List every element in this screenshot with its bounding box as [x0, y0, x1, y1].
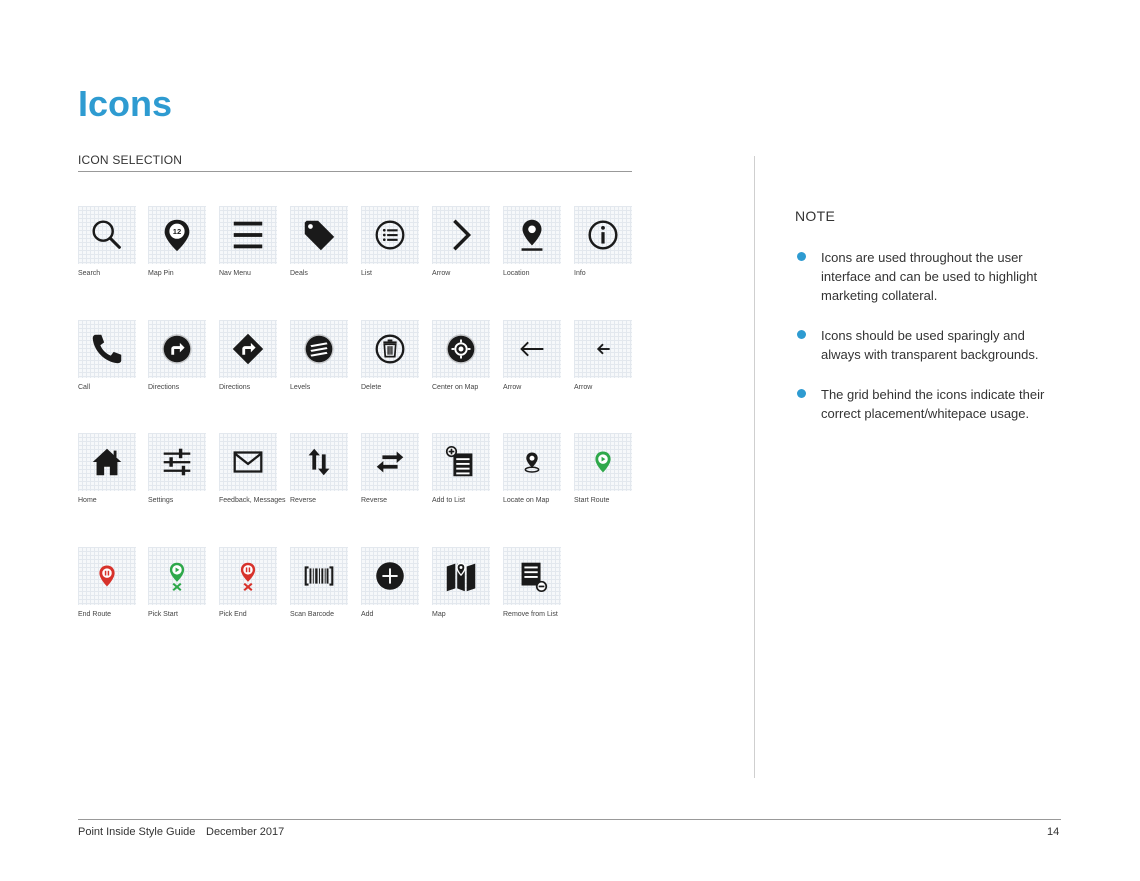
icon-caption: Map	[432, 611, 446, 618]
sliders-icon-tile	[148, 433, 206, 491]
icon-caption: Call	[78, 384, 91, 391]
home-icon-tile	[78, 433, 136, 491]
icon-caption: Remove from List	[503, 611, 558, 618]
reverse-vertical-icon-tile	[290, 433, 348, 491]
map-pin-icon-tile	[148, 206, 206, 264]
icon-caption: Arrow	[432, 270, 451, 277]
chevron-right-icon-tile	[432, 206, 490, 264]
search-icon-tile	[78, 206, 136, 264]
arrow-left-small-icon-tile	[574, 320, 632, 378]
footer-date: December 2017	[206, 826, 285, 838]
icon-caption: Pick End	[219, 611, 247, 618]
remove-from-list-icon-tile	[503, 547, 561, 605]
icon-caption: Directions	[219, 384, 251, 391]
locate-on-map-icon-tile	[503, 433, 561, 491]
nav-menu-icon-tile	[219, 206, 277, 264]
icon-caption: Add to List	[432, 497, 466, 504]
list-icon-tile	[361, 206, 419, 264]
note-item	[797, 326, 1062, 364]
icon-caption: Search	[78, 270, 101, 277]
map-pin-icon	[158, 216, 196, 254]
home-icon	[88, 443, 126, 481]
add-circle-icon-tile	[361, 547, 419, 605]
arrow-left-icon	[513, 330, 551, 368]
envelope-icon	[229, 443, 267, 481]
center-on-map-icon-tile	[432, 320, 490, 378]
bullet-dot-icon	[797, 252, 806, 261]
icon-caption: Directions	[148, 384, 180, 391]
add-circle-icon	[371, 557, 409, 595]
footer-guide-name: Point Inside Style Guide	[78, 826, 196, 838]
directions-circle-icon-tile	[148, 320, 206, 378]
icon-caption: Add	[361, 611, 374, 618]
icon-caption: Home	[78, 497, 97, 504]
trash-icon	[371, 330, 409, 368]
reverse-vertical-icon	[300, 443, 338, 481]
deals-tag-icon-tile	[290, 206, 348, 264]
icon-caption: Info	[574, 270, 586, 277]
start-route-icon	[584, 443, 622, 481]
reverse-horizontal-icon-tile	[361, 433, 419, 491]
note-text: Icons should be used sparingly and always with transparent backgrounds.	[821, 328, 1039, 362]
directions-diamond-icon	[229, 330, 267, 368]
icon-caption: Levels	[290, 384, 311, 391]
phone-icon-tile	[78, 320, 136, 378]
icon-caption: Arrow	[574, 384, 593, 391]
trash-icon-tile	[361, 320, 419, 378]
remove-from-list-icon	[513, 557, 551, 595]
add-to-list-icon-tile	[432, 433, 490, 491]
icon-caption: Location	[503, 270, 530, 277]
center-on-map-icon	[442, 330, 480, 368]
directions-circle-icon	[158, 330, 196, 368]
pick-end-icon	[229, 557, 267, 595]
icon-caption: Map Pin	[148, 270, 174, 277]
column-divider	[754, 156, 755, 778]
note-item	[797, 385, 1062, 423]
arrow-left-small-icon	[584, 330, 622, 368]
pick-start-icon	[158, 557, 196, 595]
icon-caption: Delete	[361, 384, 382, 391]
section-heading: ICON SELECTION	[78, 153, 183, 167]
icon-caption: Scan Barcode	[290, 611, 334, 618]
note-list	[797, 248, 1062, 444]
levels-icon-tile	[290, 320, 348, 378]
footer-page-number: 14	[1047, 826, 1060, 838]
end-route-icon	[88, 557, 126, 595]
note-text: Icons are used throughout the user interface and can be used to highlight marketing collateral.	[821, 250, 1038, 303]
icon-caption: Arrow	[503, 384, 522, 391]
bullet-dot-icon	[797, 389, 806, 398]
info-icon	[584, 216, 622, 254]
bullet-dot-icon	[797, 330, 806, 339]
page-title: Icons	[78, 83, 173, 124]
icon-caption: Deals	[290, 270, 308, 277]
search-icon	[88, 216, 126, 254]
icon-caption: Nav Menu	[219, 270, 251, 277]
chevron-right-icon	[442, 216, 480, 254]
barcode-icon	[300, 557, 338, 595]
info-icon-tile	[574, 206, 632, 264]
note-text: The grid behind the icons indicate their correct placement/whitepace usage.	[821, 387, 1045, 421]
start-route-icon-tile	[574, 433, 632, 491]
icon-caption: End Route	[78, 611, 112, 618]
sliders-icon	[158, 443, 196, 481]
icon-caption: List	[361, 270, 372, 277]
location-icon	[513, 216, 551, 254]
nav-menu-icon	[229, 216, 267, 254]
icon-caption: Feedback, Messages	[219, 497, 286, 504]
location-icon-tile	[503, 206, 561, 264]
icon-caption: Reverse	[290, 497, 317, 504]
icon-caption: Pick Start	[148, 611, 178, 618]
locate-on-map-icon	[513, 443, 551, 481]
add-to-list-icon	[442, 443, 480, 481]
pick-end-icon-tile	[219, 547, 277, 605]
note-heading: NOTE	[795, 208, 836, 224]
icon-caption: Start Route	[574, 497, 610, 504]
icon-caption: Locate on Map	[503, 497, 550, 504]
levels-icon	[300, 330, 338, 368]
end-route-icon-tile	[78, 547, 136, 605]
reverse-horizontal-icon	[371, 443, 409, 481]
section-divider	[78, 171, 632, 172]
map-icon	[442, 557, 480, 595]
icon-caption: Center on Map	[432, 384, 479, 391]
arrow-left-icon-tile	[503, 320, 561, 378]
map-pin-badge: 12	[172, 227, 182, 237]
deals-tag-icon	[300, 216, 338, 254]
list-icon	[371, 216, 409, 254]
map-icon-tile	[432, 547, 490, 605]
phone-icon	[88, 330, 126, 368]
footer-divider	[78, 819, 1061, 820]
barcode-icon-tile	[290, 547, 348, 605]
pick-start-icon-tile	[148, 547, 206, 605]
icon-caption: Reverse	[361, 497, 388, 504]
icon-caption: Settings	[148, 497, 174, 504]
envelope-icon-tile	[219, 433, 277, 491]
note-item	[797, 248, 1062, 305]
directions-diamond-icon-tile	[219, 320, 277, 378]
